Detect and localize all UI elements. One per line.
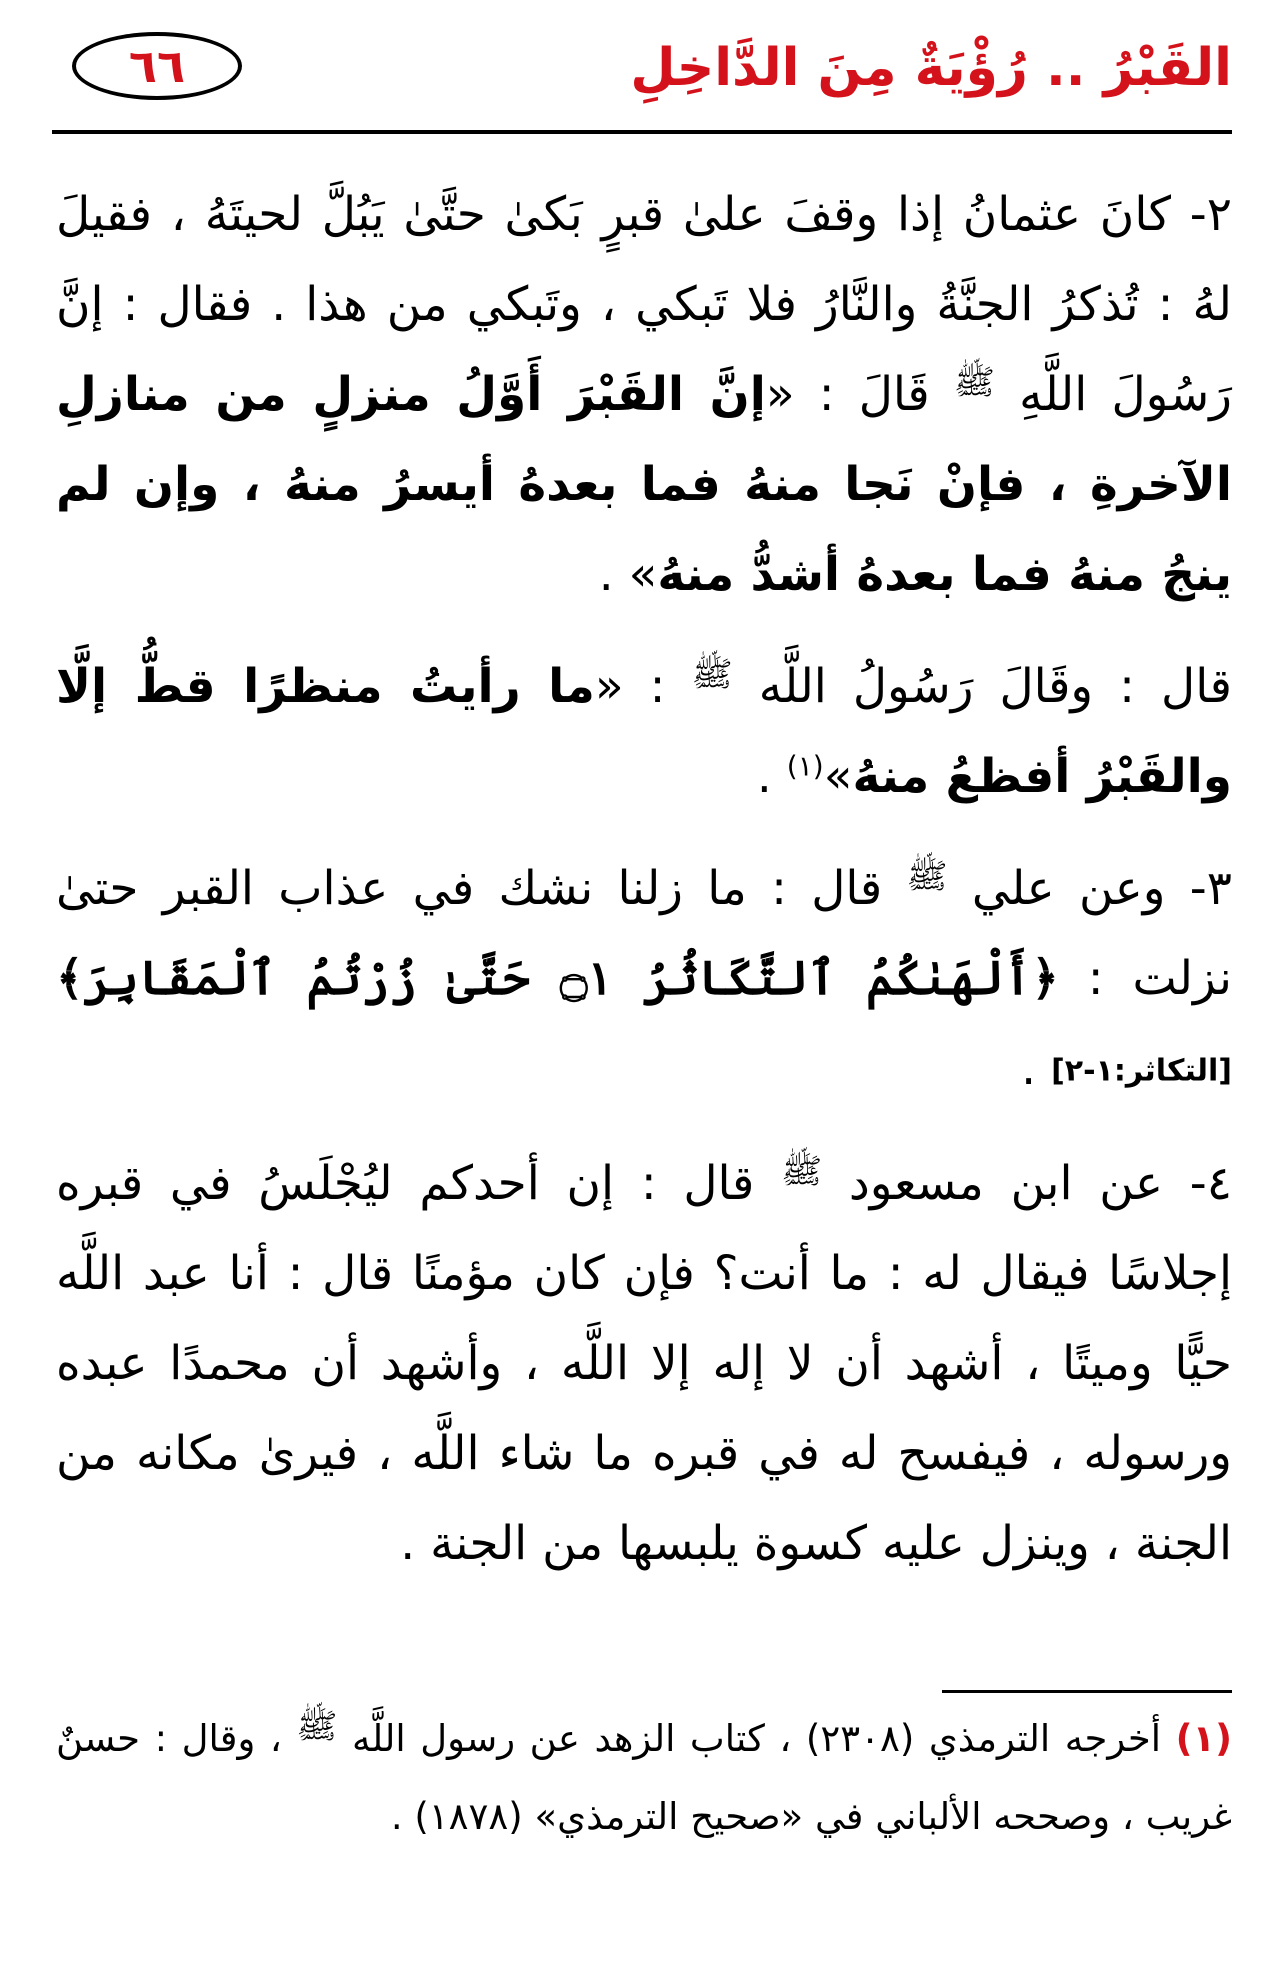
salawat-icon: ﷺ bbox=[691, 654, 733, 695]
paragraph-3 bbox=[56, 844, 1232, 1117]
paragraph-2-said: قَالَ : « bbox=[765, 367, 930, 422]
main-text bbox=[56, 170, 1232, 1611]
page-number: ٦٦ bbox=[128, 39, 186, 93]
paragraph-4-text: قال : إن أحدكم ليُجْلَسُ في قبره إجلاسًا فيقال له : ما أنت؟ فإن كان مؤمنًا قال : أنا عبد اللَّه حيًّا وميتًا ، أشهد أن لا إله إلا اللَّه ، وأشهد أن محمدًا عبده ورسوله ، فيفسح له في قبره ما شاء اللَّه ، فيرىٰ مكانه من الجنة ، وينزل عليه كسوة يلبسها من الجنة . bbox=[56, 1155, 1232, 1571]
salawat-icon: ﷺ bbox=[953, 362, 995, 403]
verse-reference: [التكاثر:١-٢] bbox=[1051, 1053, 1232, 1089]
footnote-text: أخرجه الترمذي (٢٣٠٨) ، كتاب الزهد عن رسول اللَّه bbox=[352, 1717, 1161, 1760]
paragraph-2b-end: . bbox=[756, 749, 787, 804]
paragraph-3-end: . bbox=[1021, 1041, 1052, 1096]
radiallahu-icon: ﷺ bbox=[781, 1150, 823, 1191]
paragraph-3-text: قال : ما زلنا نشك في عذاب القبر حتىٰ نزلت : bbox=[56, 861, 1232, 1006]
footnote-separator bbox=[942, 1690, 1232, 1693]
running-title: القَبْرُ .. رُؤْيَةٌ مِنَ الدَّاخِلِ bbox=[630, 38, 1232, 98]
paragraph-2-close: » . bbox=[598, 547, 658, 602]
salawat-icon: ﷺ bbox=[296, 1706, 338, 1747]
paragraph-4-lead: ٤- عن ابن مسعود bbox=[848, 1155, 1232, 1211]
paragraph-2-lead: ٢- كانَ عثمانُ إذا وقفَ علىٰ قبرٍ بَكىٰ حتَّىٰ يَبُلَّ لحيتَهُ ، فقيلَ لهُ : تُذكرُ الجنَّةُ والنَّارُ فلا تَبكي ، وتَبكي من هذا . فقال : إنَّ رَسُولَ اللَّهِ bbox=[56, 187, 1232, 422]
footnote-reference[interactable]: (١) bbox=[786, 749, 824, 783]
radiallahu-icon: ﷺ bbox=[906, 856, 948, 897]
page-header bbox=[52, 18, 1232, 134]
quran-verse: ﴿أَلْهَىٰكُمُ ٱلتَّكَاثُرُ ۝١ حَتَّىٰ زُرْتُمُ ٱلْمَقَابِرَ﴾ bbox=[56, 951, 1059, 1006]
footnote-text-2: ، وقال : حسنٌ غريب ، وصححه الألباني في «صحيح الترمذي» (١٨٧٨) . bbox=[56, 1717, 1232, 1838]
footnote bbox=[56, 1700, 1232, 1856]
page-number-badge bbox=[72, 32, 242, 100]
hadith-quote: ما رأيتُ منظرًا قطُّ إلَّا والقَبْرُ أفظعُ منهُ bbox=[56, 659, 1232, 804]
paragraph-2b bbox=[56, 642, 1232, 822]
paragraph-2b-close: » bbox=[823, 749, 853, 804]
footnote-number: (١) bbox=[1175, 1717, 1232, 1760]
paragraph-4 bbox=[56, 1139, 1232, 1589]
paragraph-3-lead: ٣- وعن علي bbox=[971, 861, 1232, 916]
paragraph-2b-said: : « bbox=[594, 659, 666, 714]
hadith-quote: إنَّ القَبْرَ أَوَّلُ منزلٍ من منازلِ الآخرةِ ، فإنْ نَجا منهُ فما بعدهُ أيسرُ منهُ ، وإن لم ينجُ منهُ فما بعدهُ أشدُّ منهُ bbox=[56, 367, 1232, 602]
paragraph-2 bbox=[56, 170, 1232, 620]
paragraph-2b-lead: قال : وقَالَ رَسُولُ اللَّه bbox=[758, 659, 1232, 714]
